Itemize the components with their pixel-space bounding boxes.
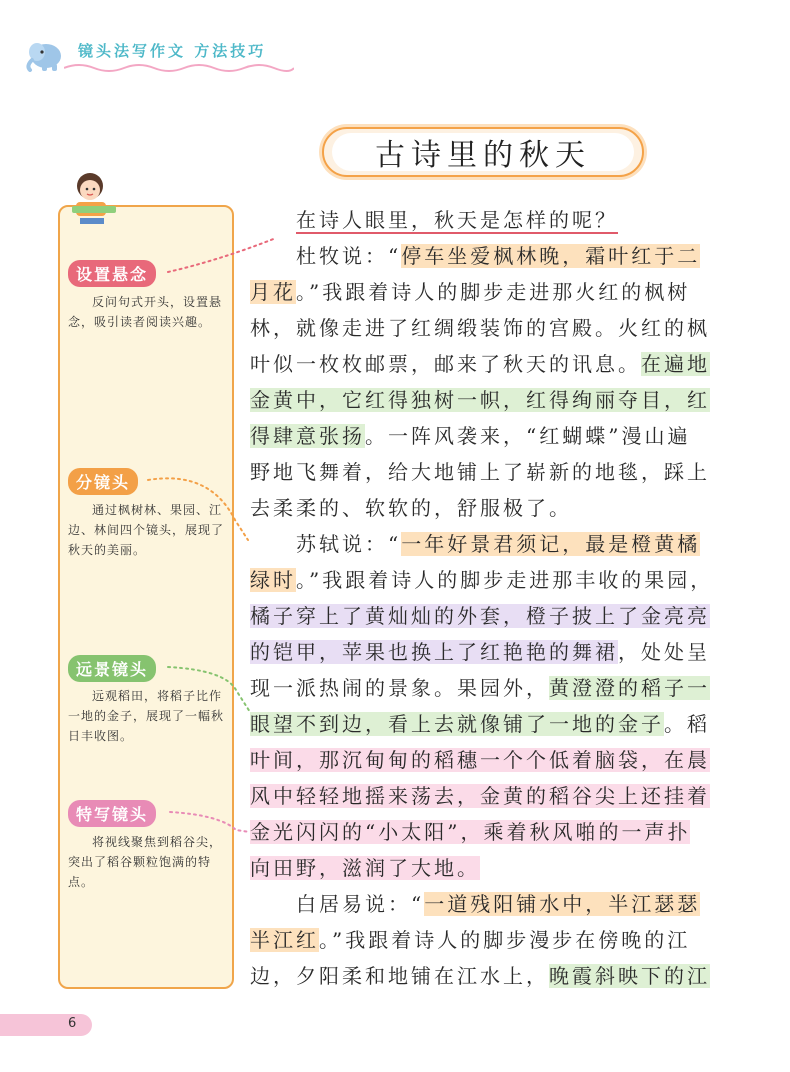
page-number-tab: [0, 1014, 92, 1036]
body-line: 风中轻轻地摇来荡去，金黄的稻谷尖上还挂着: [250, 784, 710, 808]
body-line: 向田野，滋润了大地。: [250, 856, 480, 880]
body-line: 的铠甲，苹果也换上了红艳艳的舞裙，处处呈: [250, 640, 710, 664]
body-line: 金黄中，它红得独树一帜，红得绚丽夺目，红: [250, 388, 710, 412]
series-title: 镜头法写作文 方法技巧: [78, 42, 267, 60]
body-line: 苏轼说：“一年好景君须记，最是橙黄橘: [250, 532, 701, 556]
body-line: 林，就像走进了红绸缎装饰的宫殿。火红的枫: [250, 316, 710, 340]
body-line: 眼望不到边，看上去就像铺了一地的金子。稻: [250, 712, 710, 736]
body-line: 半江红。”我跟着诗人的脚步漫步在傍晚的江: [250, 928, 691, 952]
note-suspense: 反问句式开头，设置悬念，吸引读者阅读兴趣。: [68, 295, 223, 329]
body-line: 绿时。”我跟着诗人的脚步走进那丰收的果园，: [250, 568, 714, 592]
note-split-shots: 通过枫树林、果园、江边、林间四个镜头，展现了秋天的美丽。: [68, 503, 225, 557]
article-title: 古诗里的秋天: [332, 133, 634, 171]
series-header: [20, 30, 290, 80]
body-line: 现一派热闹的景象。果园外，黄澄澄的稻子一: [250, 676, 710, 700]
body-line: 边，夕阳柔和地铺在江水上，晚霞斜映下的江: [250, 964, 710, 988]
body-line: 野地飞舞着，给大地铺上了崭新的地毯，踩上: [250, 460, 710, 484]
body-line: 白居易说：“一道残阳铺水中，半江瑟瑟: [250, 892, 701, 916]
reading-girl-icon: [62, 168, 124, 232]
body-line: 杜牧说：“停车坐爱枫林晚，霜叶红于二: [250, 244, 701, 268]
body-line: 叶间，那沉甸甸的稻穗一个个低着脑袋，在晨: [250, 748, 710, 772]
body-line: 橘子穿上了黄灿灿的外套，橙子披上了金亮亮: [250, 604, 710, 628]
note-close-up: 将视线聚焦到稻谷尖，突出了稻谷颗粒饱满的特点。: [68, 835, 223, 889]
body-line: 月花。”我跟着诗人的脚步走进那火红的枫树: [250, 280, 691, 304]
page-number: 6: [68, 1016, 77, 1031]
tag-long-shot: 远景镜头: [68, 655, 156, 682]
body-line: 在诗人眼里，秋天是怎样的呢？: [296, 208, 618, 232]
tag-suspense: 设置悬念: [68, 260, 156, 287]
elephant-icon: [24, 36, 68, 72]
body-line: 去柔柔的、软软的，舒服极了。: [250, 496, 572, 520]
header-wave-decoration: [64, 60, 294, 74]
body-line: 金光闪闪的“小太阳”，乘着秋风啪的一声扑: [250, 820, 691, 844]
tag-split-shots: 分镜头: [68, 468, 138, 495]
tag-close-up: 特写镜头: [68, 800, 156, 827]
article-title-frame: [322, 127, 644, 177]
note-long-shot: 远观稻田，将稻子比作一地的金子，展现了一幅秋日丰收图。: [68, 689, 225, 743]
body-line: 叶似一枚枚邮票，邮来了秋天的讯息。在遍地: [250, 352, 710, 376]
body-line: 得肆意张扬。一阵风袭来，“红蝴蝶”漫山遍: [250, 424, 691, 448]
